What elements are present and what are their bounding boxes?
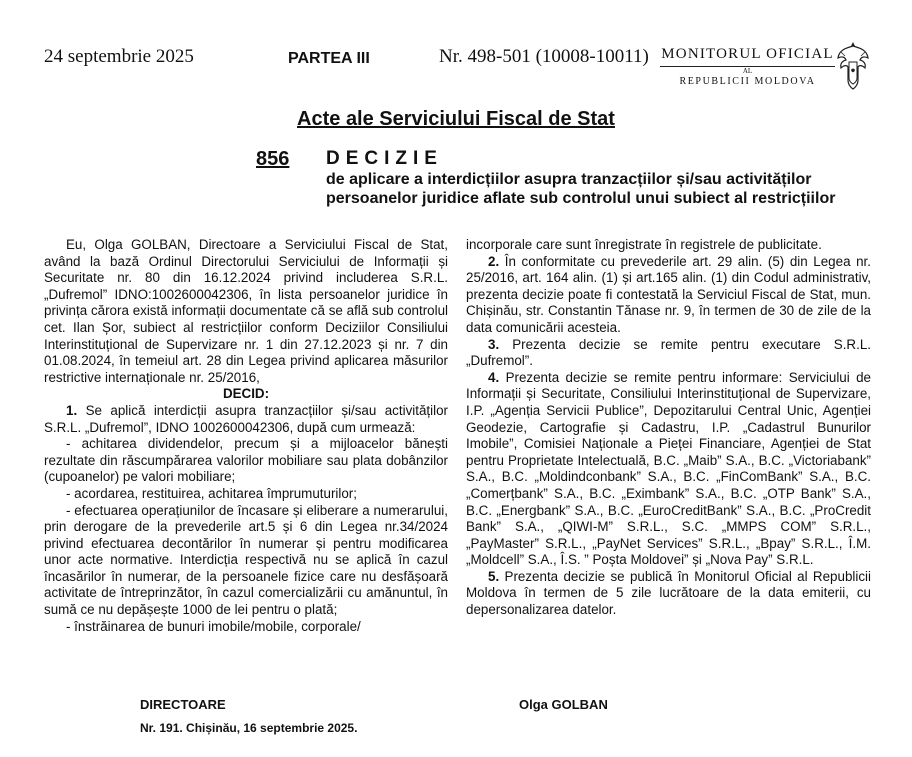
clause-3-text: Prezenta decizie se remite pentru executare S.R.L. „Dufremol”. [466, 336, 871, 369]
bullet-property-alienation: - înstrăinarea de bunuri imobile/mobile, corporale/ [66, 618, 361, 634]
decid-heading: DECID: [222, 386, 270, 402]
clause-1 [44, 403, 448, 436]
right-column [466, 237, 871, 619]
clause-2-text: În conformitate cu prevederile art. 29 alin. (5) din Legea nr. 25/2016, art. 164 alin. (1) și art.165 alin. (1) din Codul administrativ, prezenta decizie poate fi contestată la Serviciul Fiscal de Stat, mun. Chișinău, str. Constantin Tănase nr. 9, în termen de 30 de zile de la data comunicării acesteia. [466, 253, 871, 335]
bullet-dividends: - achitarea dividendelor, precum și a mijloacelor bănești rezultate din răscumpărarea valorilor mobiliare sau plata dobânzilor (cupoanelor) pe valori mobiliare; [44, 436, 448, 485]
issue-number: Nr. 498-501 (10008-10011) [439, 46, 649, 67]
clause-1-number: 1. [66, 402, 78, 418]
clause-4-text: Prezenta decizie se remite pentru informare: Serviciului de Informații și Securitate, Consiliului Interinstituțional de Supervizare, I.P. „Agenția Servicii Publice”, Depozitarului Central Unic, Agenției Geodezie, Cartografie și Cadastru, I.P. „Cadastrul Bunurilor Imobile”, Comisiei Naționale a Pieței Financiare, Agenției de Stat pentru Proprietate Intelectuală, B.C. „Maib” S.A., B.C. „Victoriabank” S.A., B.C. „Moldindconbank” S.A., B.C. „FinComBank” S.A., B.C. „Comerțbank” S.A., B.C. „Eximbank” S.A., B.C. „OTP Bank” S.A., B.C. „Energbank” S.A., B.C. „EuroCreditBank” S.A., B.C. „ProCredit Bank” S.A., „QIWI-M” S.R.L., S.C. „MMPS COM” S.R.L., „PayMaster” S.R.L., „PayNet Services” S.R.L., „Bpay” S.R.L., Î.M. „Moldcell” S.A., Î.S. ” Poșta Moldovei” și „Nova Pay” S.R.L. [466, 369, 871, 568]
clause-3-number: 3. [488, 336, 500, 352]
clause-4-number: 4. [488, 369, 500, 385]
section-title: Acte ale Serviciului Fiscal de Stat [297, 108, 615, 130]
clause-1-text: Se aplică interdicții asupra tranzacțiilor și/sau activităților S.R.L. „Dufremol”, IDNO 1002600042306, după cum urmează: [44, 402, 448, 435]
masthead-al: AL [742, 67, 753, 75]
clause-5-text: Prezenta decizie se publică în Monitorul Oficial al Republicii Moldova în termen de 5 zile lucrătoare de la data emiterii, cu depersonalizarea datelor. [466, 568, 871, 618]
signatory-name: Olga GOLBAN [519, 697, 608, 712]
coat-of-arms-icon [836, 40, 870, 92]
bullet-cash-operations: - efectuarea operațiunilor de încasare și eliberare a numerarului, prin derogare de la prevederile art.5 și 6 din Legea nr.34/2024 privind efectuarea decontărilor în numerar și pentru modificarea unor acte normative. Interdicția respectivă nu se aplică în cazul încasărilor în numerar, de la persoanele fizice care nu desfășoară activitate de întreprinzător, în cazul comercializării cu amănuntul, în sumă ce nu depășește 1000 de lei pentru o plată; [44, 502, 448, 618]
document-subtitle: de aplicare a interdicțiilor asupra tranzacțiilor și/sau activităților persoanelor juridice aflate sub controlul unui subiect al restricțiilor [326, 171, 836, 207]
clause-4 [466, 370, 871, 569]
clause-2-number: 2. [488, 253, 500, 269]
bullet-loans: - acordarea, restituirea, achitarea împrumuturilor; [66, 485, 357, 501]
intro-paragraph: Eu, Olga GOLBAN, Directoare a Serviciului Fiscal de Stat, având la bază Ordinul Directorului Serviciului de Informații și Securitate nr. 80 din 16.12.2024 privind includerea S.R.L. „Dufremol” IDNO:1002600042306, în lista persoanelor juridice în privința cărora există informații documentate că se află sub controlul cet. Ilan Șor, subiect al restricțiilor conform Deciziilor Consiliului Interinstituțional de Supervizare nr. 1 din 27.12.2023 și nr. 7 din 01.08.2024, în temeiul art. 28 din Legea privind aplicarea măsurilor restrictive internaționale nr. 25/2016, [44, 237, 448, 385]
clause-2 [466, 254, 871, 337]
place-and-date: Nr. 191. Chișinău, 16 septembrie 2025. [140, 721, 358, 735]
bullet-property-continued: incorporale care sunt înregistrate în registrele de publicitate. [466, 237, 822, 252]
signatory-role: DIRECTOARE [140, 697, 226, 712]
clause-5-number: 5. [488, 568, 500, 584]
masthead-country: REPUBLICII MOLDOVA [679, 76, 816, 87]
part-label: PARTEA III [288, 50, 370, 67]
masthead-title: MONITORUL OFICIAL [660, 44, 835, 67]
left-column [44, 237, 448, 635]
page-header [44, 44, 890, 104]
clause-3 [466, 337, 871, 370]
clause-5 [466, 569, 871, 619]
masthead [660, 44, 835, 88]
document-type: DECIZIE [326, 148, 443, 169]
issue-date: 24 septembrie 2025 [44, 46, 194, 67]
document-number: 856 [256, 148, 290, 170]
